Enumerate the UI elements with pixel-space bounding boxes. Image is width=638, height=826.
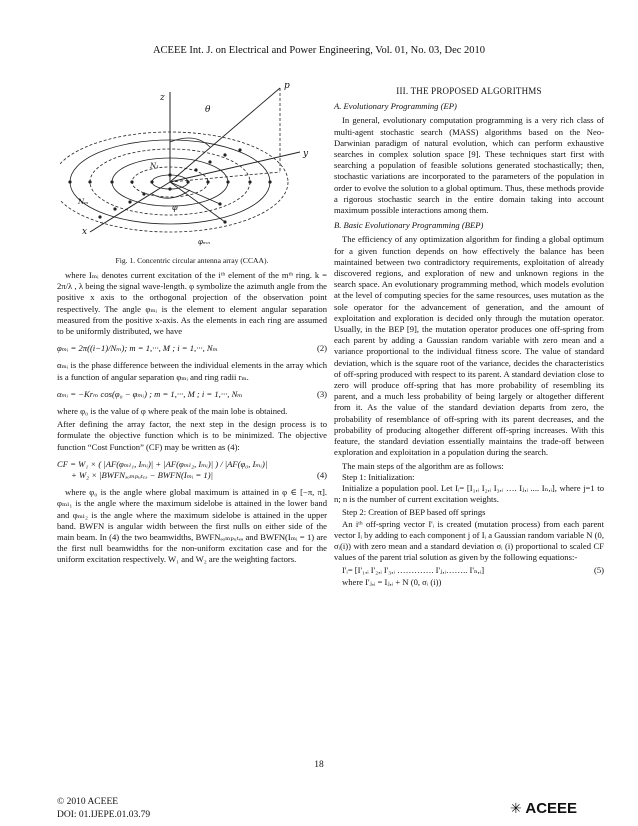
element-line (170, 182, 220, 204)
label-n1: N₁ (150, 162, 159, 170)
label-y: y (303, 149, 309, 159)
label-theta: θ (205, 105, 211, 115)
label-p: p (284, 81, 290, 91)
left-para-3: where φ₀ is the value of φ where peak of the main lobe is obtained. (57, 406, 288, 417)
label-phi: φ (172, 203, 178, 212)
equation-3-body: αₘᵢ = −Krₘ cos(φ₀ − φₘᵢ) ; m = 1,···, M ; i = 1,···, Nₘ (57, 388, 243, 399)
footer (57, 796, 317, 822)
subsection-b-heading: B. Basic Evolutionary Programming (BEP) (334, 220, 484, 231)
equation-4-number: (4) (316, 470, 327, 481)
right-para-b: The efficiency of any optimization algorithm for finding a global optimum for a given function depends on how effectively the balance has been maintained between two contradictory requirements, exploitation of already discovered regions, and exploration of new and unknown regions in the search space. An evolutionary programming method, which models evolution at the level of computing species for the same resources, uses mutation as the sole operator for the advancement of generation, and the amount of exploitation and exploration is decided only through the mutation operator. Usually, in the BEP [9], the mutation operator produces one off-spring from each parent by adding a Gaussian random variable with zero mean and a variance proportional to the individual fitness score. The value of standard deviation, which is the square root of the variance, decides the characteristics of off-spring produced with respect to its parent. A standard deviation close to zero will produce off-spring that has more probability of resembling its parent, and a much less probability of being largely or altogether different from it. As the value of the standard deviation departs from zero, the probability of resemblance of off-spring with its parent decreases, and the probability of producing altogether different off-spring increases. With this feature, the standard deviation essentially maintains the trade-off between exploration and exploitation in a population during the search. (334, 234, 604, 458)
y-axis (170, 152, 300, 182)
step-2-heading: Step 2: Creation of BEP based off springs (342, 507, 486, 518)
figure-caption: Fig. 1. Concentric circular antenna array (CCAA). (115, 256, 269, 265)
label-x: x (82, 227, 88, 237)
logo-text: ACEEE (525, 800, 578, 817)
figure-ccaa (60, 72, 320, 250)
equation-3 (57, 389, 327, 400)
antenna-array-diagram (60, 72, 320, 250)
equation-5-where: where I'ⱼ,ᵢ = Iⱼ,ᵢ + N (0, σᵢ (i)) (342, 576, 442, 587)
left-para-1: where Iₘᵢ denotes current excitation of the iᵗʰ element of the mᵗʰ ring. k = 2π/λ , λ being the signal wave-length. φ symbolize the azimuth angle from the positive x axis to the orthogonal projection of the observation point respectively. The angle φₘᵢ is the element to element angular separation measured from the positive x-axis. As the elements in each ring are assumed to be uniformly distributed, we have (57, 270, 327, 337)
steps-intro: The main steps of the algorithm are as follows: (342, 460, 504, 471)
section-heading: III. THE PROPOSED ALGORITHMS (396, 86, 542, 96)
step-1-text: Initialize a population pool. Let Iᵢ= [I₁,ᵢ I₂,ᵢ I₃,ᵢ …. Iⱼ,ᵢ .... Iₙ,ᵢ], where j=1 to n; n is the number of current excitation weights. (334, 482, 604, 505)
right-para-a: In general, evolutionary computation programming is a very rich class of multi-agent stochastic search (MASS) algorithms based on the Neo-Darwinian paradigm of natural evolution, which can perform exhaustive searches in complex solution space [9]. These techniques start first with searching a population of feasible solutions generated stochastically; then, stochastic variations are incorporated to the parameters of the population in order to evolve the solution to a global optimum. Thus, these methods provide a rigorous stochastic search in the entire domain taking into account maximum possible interactions among them. (334, 115, 604, 216)
x-axis (90, 182, 170, 232)
left-para-5: where φ₀ is the angle where global maximum is attained in φ ∈ [−π, π]. φₘₗ₁ is the angle where the maximum sidelobe is attained in the lower band and φₘₗ₂ is the angle where the maximum sidelobe is attained in the upper band. BWFN is angular width between the first nulls on either side of the main beam. In (4) the two beamwidths, BWFNₔₒₘₚᵤₜₑₔ and BWFN(Iₘᵢ = 1) are the first null beamwidths for the non-uniform excitation case and for the uniform excitation respectively. W₁ and W₂ are the weighting factors. (57, 487, 327, 565)
equation-4 (57, 459, 327, 481)
label-phimn: φₘₙ (198, 238, 211, 246)
ring-6 (60, 132, 288, 232)
observation-line (170, 88, 280, 182)
subsection-a-heading: A. Evolutionary Programming (EP) (334, 101, 457, 112)
equation-3-number: (3) (316, 388, 327, 399)
equation-4-line-1: CF = W₁ × ( |AF(φₘₗ₁, Iₘᵢ)| + |AF(φₘₗ₂, Iₘᵢ)| ) / |AF(φ₀, Iₘᵢ)| (57, 458, 268, 469)
equation-2-number: (2) (316, 343, 327, 354)
aceee-logo (510, 800, 577, 817)
left-column (57, 270, 327, 568)
label-nm: Nₘ (78, 198, 89, 206)
running-header: ACEEE Int. J. on Electrical and Power Engineering, Vol. 01, No. 03, Dec 2010 (152, 45, 486, 56)
doi: DOI: 01.IJEPE.01.03.79 (57, 810, 151, 820)
equation-5-body: I'ᵢ= [I'₁,ᵢ I'₂,ᵢ I'₃,ᵢ …………. I'ⱼ,ᵢ…….. I'ₙ,ᵢ] (342, 565, 485, 576)
theta-arc (170, 138, 210, 147)
equation-5 (334, 565, 604, 576)
page-number: 18 (314, 760, 324, 770)
step-2-text: An iᵗʰ off-spring vector I'ᵢ is created (mutation process) from each parent vector Iᵢ by adding to each component j of Iᵢ a Gaussian random variable N (0, σᵢ(i)) with zero mean and a standard deviation σᵢ (i) proportional to scaled CF values of the parent trial solution as given by the following equations:- (334, 518, 604, 563)
equation-4-line-2: + W₂ × |BWFNₔₒₘₚᵤₜₑₔ − BWFN(Iₘᵢ = 1)| (71, 470, 213, 481)
left-para-4: After defining the array factor, the next step in the design process is to formulate the objective function which is to be minimized. The objective function “Cost Function” (CF) may be written as (4): (57, 419, 327, 452)
equation-2 (57, 343, 327, 354)
star-icon: ✳ (510, 800, 522, 816)
label-z: z (160, 93, 165, 103)
equation-2-body: φₘᵢ = 2π((i−1)/Nₘ); m = 1,···, M ; i = 1,···, Nₘ (57, 343, 218, 354)
step-1-heading: Step 1: Initialization: (342, 471, 415, 482)
ground-projection (170, 172, 280, 182)
right-column (334, 86, 604, 588)
left-para-2: αₘᵢ is the phase difference between the individual elements in the array which is a function of angular separation φₘᵢ and ring radii rₘ. (57, 360, 327, 382)
radius-line (170, 182, 225, 222)
copyright: © 2010 ACEEE (57, 797, 119, 807)
equation-5-number: (5) (593, 565, 604, 576)
